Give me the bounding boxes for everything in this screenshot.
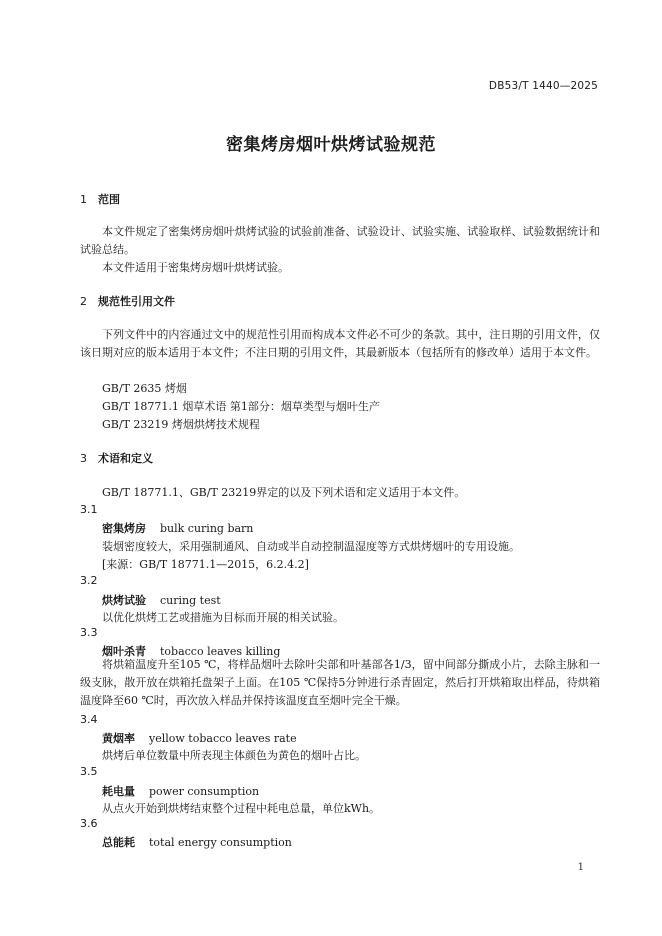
term-definition: 烘烤后单位数量中所表现主体颜色为黄色的烟叶占比。 — [102, 749, 366, 762]
section-title: 范围 — [98, 193, 120, 206]
term-number: 3.4 — [80, 713, 98, 726]
term-chinese: 黄烟率 — [102, 732, 135, 745]
term-heading — [102, 730, 297, 746]
term-heading — [102, 834, 292, 850]
term-definition: 将烘箱温度升至105 ℃，将样品烟叶去除叶尖部和叶基部各1/3，留中间部分撕成小片，去除主脉和一级支脉，散开放在烘箱托盘架子上面。在105 ℃保持5分钟进行杀青固定，然后打开烘箱取出样品，待烘箱温度降至60 ℃时，再次放入样品并保持该温度直至烟叶完全干燥。 — [80, 658, 600, 707]
term-number: 3.3 — [80, 626, 98, 639]
term-chinese: 耗电量 — [102, 785, 135, 798]
section-1-paragraph-2: 本文件适用于密集烤房烟叶烘烤试验。 — [102, 261, 289, 274]
section-number: 3 — [80, 452, 87, 465]
section-2-paragraph-1: 下列文件中的内容通过文中的规范性引用而构成本文件必不可少的条款。其中，注日期的引用文件，仅该日期对应的版本适用于本文件；不注日期的引用文件，其最新版本（包括所有的修改单）适用于本文件。 — [80, 328, 600, 359]
term-english: power consumption — [149, 785, 260, 798]
term-number: 3.2 — [80, 574, 98, 587]
section-1-heading — [80, 191, 120, 207]
reference-item: GB/T 23219 烤烟烘烤技术规程 — [102, 418, 260, 431]
term-heading — [102, 592, 221, 608]
term-english: bulk curing barn — [160, 522, 254, 535]
term-source: [来源：GB/T 18771.1—2015，6.2.4.2] — [102, 558, 309, 571]
section-title: 术语和定义 — [98, 452, 153, 465]
term-definition: 以优化烘烤工艺或措施为目标而开展的相关试验。 — [102, 611, 344, 624]
term-definition: 装烟密度较大，采用强制通风、自动或半自动控制温湿度等方式烘烤烟叶的专用设施。 — [102, 540, 520, 553]
document-code: DB53/T 1440—2025 — [488, 80, 598, 92]
term-english: yellow tobacco leaves rate — [149, 732, 297, 745]
page-title: 密集烤房烟叶烘烤试验规范 — [226, 135, 436, 155]
reference-item: GB/T 2635 烤烟 — [102, 382, 187, 395]
term-number: 3.1 — [80, 503, 98, 516]
section-title: 规范性引用文件 — [98, 295, 175, 308]
section-number: 2 — [80, 295, 87, 308]
section-3-heading — [80, 450, 153, 466]
term-heading — [102, 783, 259, 799]
reference-item: GB/T 18771.1 烟草术语 第1部分：烟草类型与烟叶生产 — [102, 400, 380, 413]
term-number: 3.6 — [80, 817, 98, 830]
term-english: curing test — [160, 594, 221, 607]
term-chinese: 密集烤房 — [102, 522, 146, 535]
section-2-heading — [80, 293, 175, 309]
term-number: 3.5 — [80, 765, 98, 778]
term-heading — [102, 520, 253, 536]
term-chinese: 烟叶杀青 — [102, 645, 146, 658]
term-english: tobacco leaves killing — [160, 645, 281, 658]
term-english: total energy consumption — [149, 836, 292, 849]
term-chinese: 烘烤试验 — [102, 594, 146, 607]
section-1-paragraph-1: 本文件规定了密集烤房烟叶烘烤试验的试验前准备、试验设计、试验实施、试验取样、试验数据统计和试验总结。 — [80, 225, 600, 256]
page-number: 1 — [577, 862, 584, 873]
term-definition: 从点火开始到烘烤结束整个过程中耗电总量，单位kWh。 — [102, 802, 381, 815]
section-3-intro: GB/T 18771.1、GB/T 23219界定的以及下列术语和定义适用于本文件。 — [102, 486, 466, 499]
term-chinese: 总能耗 — [102, 836, 135, 849]
section-number: 1 — [80, 193, 87, 206]
